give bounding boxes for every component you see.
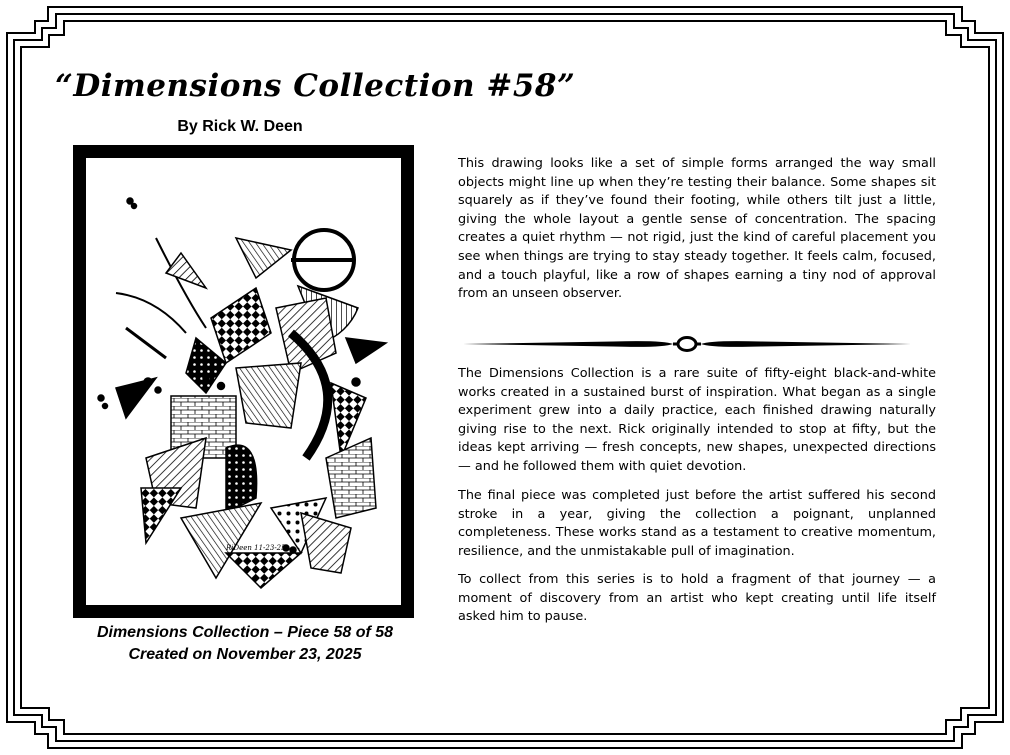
description-paragraph-1: This drawing looks like a set of simple forms arranged the way small objects might line up when they’re testing their balance. Some shapes sit squarely as if they’ve found their footing, while others tilt just a little, giving the whole layout a gentle sense of concentration. The spacing creates a quiet rhythm — not rigid, just the kind of careful placement you see when things are trying to stay steady together. It feels calm, focused, and a touch playful, like a row of shapes earning a tiny nod of approval from an unseen observer. — [458, 156, 936, 302]
artwork-frame — [73, 145, 414, 618]
artwork-image — [86, 158, 401, 605]
artwork-title: “Dimensions Collection #58” — [55, 68, 576, 104]
description-paragraph-2: The Dimensions Collection is a rare suite of fifty-eight black-and-white works created in a sustained burst of inspiration. What began as a single experiment grew into a daily practice, each finished drawing naturally giving rise to the next. Rick originally intended to stop at fifty, but the ideas kept arriving — fresh concepts, new shapes, unexpected directions — and he followed them with quiet devotion. — [458, 366, 936, 474]
artwork-signature: RiDeen 11-23-25 — [226, 544, 286, 552]
caption-piece: Dimensions Collection – Piece 58 of 58 — [96, 624, 394, 641]
caption-date: Created on November 23, 2025 — [128, 646, 362, 663]
ornamental-divider — [463, 332, 911, 356]
artist-byline: By Rick W. Deen — [177, 118, 303, 135]
description-paragraph-3: The final piece was completed just before the artist suffered his second stroke in a year, giving the collection a poignant, unplanned completeness. These works stand as a testament to creative momentum, resilience, and the unmistakable pull of imagination. — [458, 488, 936, 559]
abstract-drawing — [86, 158, 401, 605]
description-paragraph-4: To collect from this series is to hold a fragment of that journey — a moment of discovery from an artist who kept creating until life itself asked him to pause. — [458, 572, 936, 625]
